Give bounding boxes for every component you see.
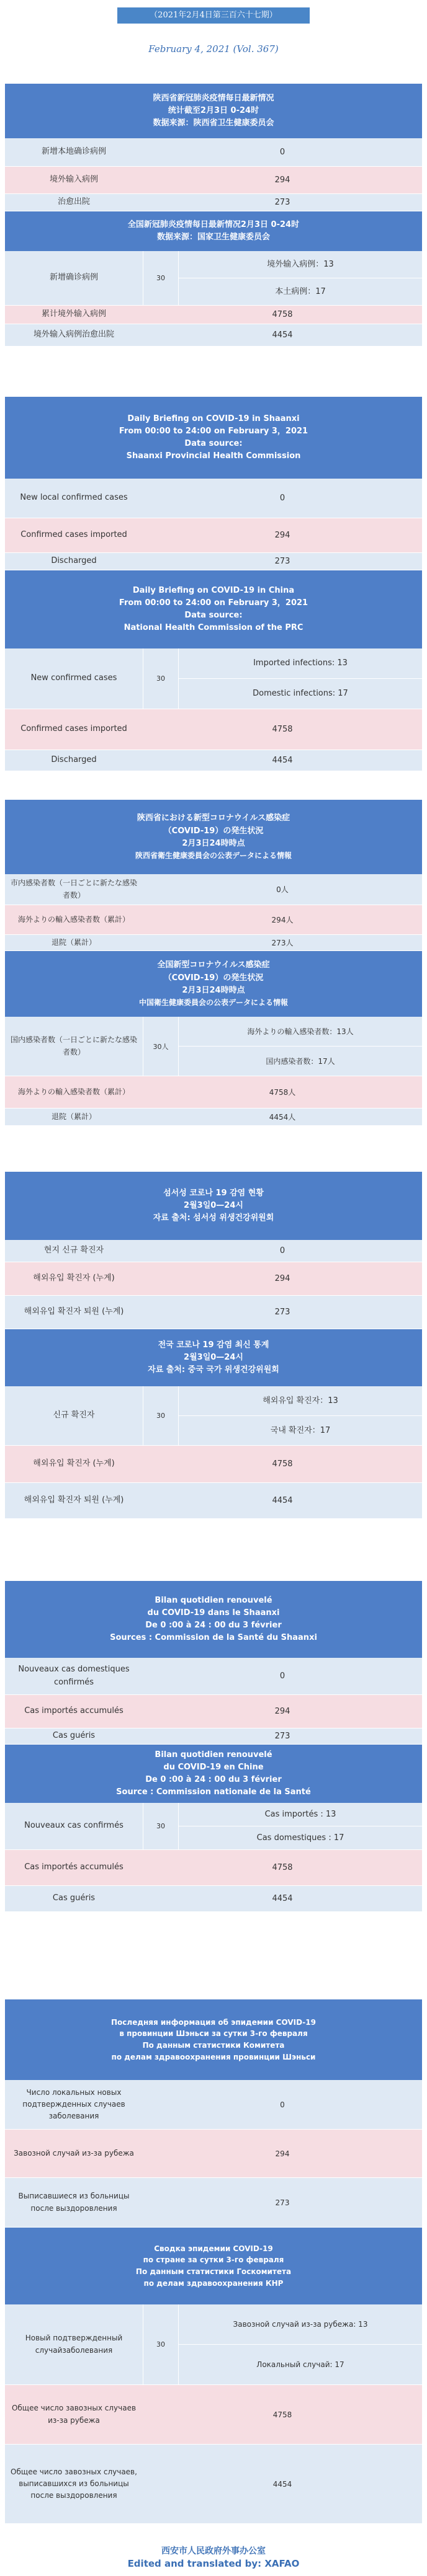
section-fr [5,1581,422,1912]
table-row: 新增本地确诊病例 0 [5,138,422,167]
table-row: New local confirmed cases 0 [5,479,422,518]
footer-credit: Edited and translated by: XAFAO [127,2558,300,2569]
local-header: Bilan quotidien renouvelé du COVID-19 dans le Shaanxi De 0 :00 à 24 : 00 du 3 février Sources : Commission de la Santé du Shaanxi [5,1581,422,1658]
table-row: 해외유입 확진자 (누계) 294 [5,1262,422,1296]
local-header: 陕西省新冠肺炎疫情每日最新情况 统计截至2月3日 0-24时 数据来源：陕西省卫生健康委员会 [5,84,422,138]
table-row: 해외유입 확진자 (누계) 4758 [5,1446,422,1483]
local-header: Последняя информация об эпидемии COVID-19 в провинции Шэньси за сутки 3-го февраля По данным статистики Комитета по делам здравоохранения провинции Шэньси [5,1999,422,2080]
section-ru [5,1999,422,2524]
national-new-cases: Nouveaux cas confirmés 30 Cas importés : 13 Cas domestiques : 17 [5,1803,422,1850]
national-new-cases: 新增确诊病例 30 境外输入病例：13 本土病例：17 [5,251,422,306]
table-row: 해외유입 확진자 퇴원 (누계) 273 [5,1296,422,1329]
table-row: 海外よりの輸入感染者数（累計） 4758人 [5,1076,422,1109]
national-header: 전국 코로나 19 감염 최신 통계 2월3일0—24시 자료 출처: 중국 국가 위생건강위원회 [5,1329,422,1386]
national-new-cases: 신규 확진자 30 해외유입 확진자：13 국내 확진자：17 [5,1386,422,1446]
table-row: 해외유입 확진자 퇴원 (누계) 4454 [5,1483,422,1519]
table-row: Число локальных новых подтвержденных случаев заболевания 0 [5,2080,422,2130]
table-row: 退院（累計） 273人 [5,935,422,951]
table-row: Завозной случай из-за рубежа 294 [5,2130,422,2178]
table-row: Discharged 4454 [5,750,422,771]
section-zh [5,84,422,347]
issue-banner: （2021年2月4日第三百六十七期） [117,7,310,24]
section-ja [5,800,422,1126]
table-row: Cas importés accumulés 4758 [5,1850,422,1886]
table-row: Cas importés accumulés 294 [5,1695,422,1728]
table-row: Общее число завозных случаев из-за рубежа 4758 [5,2385,422,2445]
national-header: Daily Briefing on COVID-19 in China From 00:00 to 24:00 on February 3，2021 Data source: National Health Commission of the PRC [5,570,422,648]
table-row: 治愈出院 273 [5,194,422,211]
table-row: Confirmed cases imported 4758 [5,709,422,750]
national-header: 全国新型コロナウイルス感染症 （COVID-19）の発生状況 2月3日24時時点 中国衛生健康委員会の公表データによる情報 [5,951,422,1017]
table-row: 海外よりの輸入感染者数（累計） 294人 [5,905,422,935]
table-row: Discharged 273 [5,553,422,570]
table-row: 退院（累計） 4454人 [5,1109,422,1126]
section-ko [5,1172,422,1519]
table-row: Cas guéris 273 [5,1728,422,1745]
table-row: 境外输入病例治愈出院 4454 [5,324,422,347]
national-header: Bilan quotidien renouvelé du COVID-19 en Chine De 0 :00 à 24 : 00 du 3 février Source : Commission nationale de la Santé [5,1745,422,1803]
national-new-cases: Новый подтвержденный случайзаболевания 30 Завозной случай из-за рубежа: 13 Локальный случай: 17 [5,2304,422,2385]
table-row: Cas guéris 4454 [5,1886,422,1912]
table-row: Выписавшиеся из больницы после выздоровления 273 [5,2178,422,2228]
national-new-cases: New confirmed cases 30 Imported infections: 13 Domestic infections: 17 [5,648,422,709]
issue-date-en: February 4, 2021 (Vol. 367) [148,43,279,55]
national-header: 全国新冠肺炎疫情每日最新情况2月3日 0-24时 数据来源：国家卫生健康委员会 [5,211,422,251]
table-row: 境外输入病例 294 [5,167,422,194]
table-row: 市内感染者数（一日ごとに新たな感染者数） 0人 [5,874,422,905]
national-new-cases: 国内感染者数（一日ごとに新たな感染者数） 30人 海外よりの輸入感染者数：13人 国内感染者数：17人 [5,1017,422,1076]
table-row: 현지 신규 확진자 0 [5,1240,422,1262]
table-row: 累计境外输入病例 4758 [5,306,422,324]
local-header: 섬서성 코로나 19 감염 현황 2월3일0—24시 자료 출처: 섬서성 위생건강위원회 [5,1172,422,1240]
section-en [5,397,422,771]
local-header: 陝西省における新型コロナウイルス感染症 （COVID-19）の発生状況 2月3日24時時点 陝西省衛生健康委員会の公表データによる情報 [5,800,422,874]
local-header: Daily Briefing on COVID-19 in Shaanxi From 00:00 to 24:00 on February 3，2021 Data source: Shaanxi Provincial Health Commission [5,397,422,479]
national-header: Сводка эпидемии COVID-19 по стране за сутки 3-го февраля По данным статистики Госкомитета по делам здравоохранения КНР [5,2228,422,2304]
footer-org: 西安市人民政府外事办公室 [161,2546,266,2556]
table-row: Общее число завозных случаев, выписавшихся из больницы после выздоровления 4454 [5,2445,422,2524]
table-row: Confirmed cases imported 294 [5,518,422,553]
table-row: Nouveaux cas domestiques confirmés 0 [5,1658,422,1695]
